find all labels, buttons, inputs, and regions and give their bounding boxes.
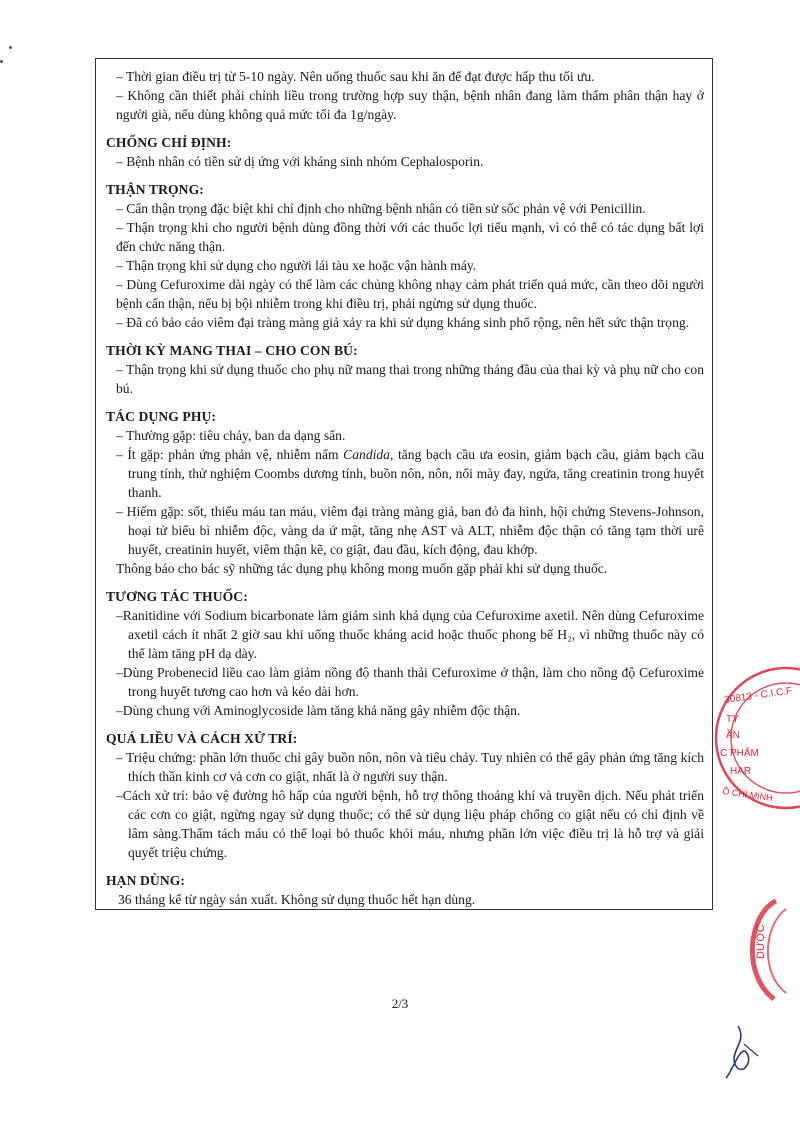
section xyxy=(106,871,704,909)
scan-speck xyxy=(0,60,3,63)
paragraph-line: – Thận trọng khi sử dụng thuốc cho phụ nữ mang thai trong những tháng đầu của thai kỳ và phụ nữ cho con bú. xyxy=(116,362,704,396)
section-heading: TƯƠNG TÁC THUỐC: xyxy=(106,589,248,604)
paragraph-line: – Dùng Cefuroxime dài ngày có thể làm các chủng không nhạy cảm phát triển quá mức, cần theo dõi người bệnh cẩn thận, nếu bị bội nhiễm trong khi điều trị, phải ngừng sử dụng thuốc. xyxy=(116,277,704,311)
section xyxy=(106,67,704,124)
section xyxy=(106,407,704,578)
scan-speck xyxy=(9,46,12,49)
section xyxy=(106,133,704,171)
section xyxy=(106,180,704,332)
section xyxy=(106,587,704,720)
secondary-stamp-text: DƯỢC xyxy=(755,924,767,959)
signature-icon xyxy=(718,1022,768,1082)
paragraph-line: Thông báo cho bác sỹ những tác dụng phụ không mong muốn gặp phải khi sử dụng thuốc. xyxy=(116,561,608,576)
paragraph-line: –Ranitidine với Sodium bicarbonate làm giảm sinh khả dụng của Cefuroxime axetil. Nên dùng Cefuroxime axetil cách ít nhất 2 giờ sau khi uống thuốc kháng acid hoặc thuốc phong bế H₂, vì những thuốc này có thể làm tăng pH dạ dày. xyxy=(116,608,704,661)
section-heading: CHỐNG CHỈ ĐỊNH: xyxy=(106,135,232,150)
section-heading: THỜI KỲ MANG THAI – CHO CON BÚ: xyxy=(106,343,358,358)
paragraph-line: – Hiếm gặp: sốt, thiếu máu tan máu, viêm đại tràng màng giả, ban đỏ đa hình, hội chứng Stevens-Johnson, hoại tử biểu bì nhiễm độc, vàng da ứ mật, tăng nhẹ AST và ALT, nhiễm độc thận có tăng tạm thời urê huyết, creatinin huyết, viêm thận kẽ, co giật, đau đầu, kích động, đau khớp. xyxy=(116,504,704,557)
stamp-text-row3: C PHẨM xyxy=(720,748,759,759)
section xyxy=(106,729,704,862)
paragraph-line: – Thận trọng khi cho người bệnh dùng đồng thời với các thuốc lợi tiểu mạnh, vì có thể có tác dụng bất lợi đến chức năng thận. xyxy=(116,220,704,254)
paragraph-line: – Cẩn thận trọng đặc biệt khi chỉ định cho những bệnh nhân có tiền sử sốc phản vệ với Penicillin. xyxy=(116,201,646,216)
paragraph-line: – Triệu chứng: phần lớn thuốc chỉ gây buồn nôn, nôn và tiêu chảy. Tuy nhiên có thể gây phản ứng tăng kích thích thần kinh cơ và cơn co giật, nhất là ở người suy thận. xyxy=(116,750,704,784)
paragraph-line: – Đã có báo cáo viêm đại tràng màng giả xảy ra khi sử dụng kháng sinh phổ rộng, nên hết sức thận trọng. xyxy=(116,315,690,330)
italic-term: Candida xyxy=(343,447,390,462)
stamp-text-row2: ẦN xyxy=(726,730,740,741)
stamp-text-row5: Ồ CHÍ MINH xyxy=(721,786,774,804)
stamp-text-row4: HAR xyxy=(730,766,752,777)
section-heading: TÁC DỤNG PHỤ: xyxy=(106,409,217,424)
paragraph-line: – Ít gặp: phản ứng phản vệ, nhiễm nấm Candida, tăng bạch cầu ưa eosin, giảm bạch cầu, giảm bạch cầu trung tính, thử nghiệm Coombs dương tính, buồn nôn, nôn, nổi mày đay, ngứa, tăng creatinin trong huyết thanh. xyxy=(116,447,705,500)
stamp-text-row1: TY xyxy=(726,714,739,725)
paragraph-line: –Dùng chung với Aminoglycoside làm tăng khả năng gây nhiễm độc thận. xyxy=(116,703,521,718)
paragraph-line: –Cách xử trí: bảo vệ đường hô hấp của người bệnh, hỗ trợ thông thoáng khí và truyền dịch. Nếu phát triển các cơn co giật, ngừng ngay sử dụng thuốc; có thể sử dụng liệu pháp chống co giật nếu có chỉ định về lâm sàng.Thẩm tách máu có thể loại bỏ thuốc khỏi máu, nhưng phần lớn việc điều trị là hỗ trợ và giải quyết triệu chứng. xyxy=(116,788,704,860)
section-heading: QUÁ LIỀU VÀ CÁCH XỬ TRÍ: xyxy=(106,731,298,746)
paragraph-line: – Thường gặp: tiêu chảy, ban da dạng sẩn. xyxy=(116,428,346,443)
leaflet-content-box xyxy=(95,58,713,910)
paragraph-line: 36 tháng kể từ ngày sản xuất. Không sử dụng thuốc hết hạn dùng. xyxy=(118,892,476,907)
page-number: 2/3 xyxy=(391,996,409,1011)
paragraph-line: – Bệnh nhân có tiền sử dị ứng với kháng sinh nhóm Cephalosporin. xyxy=(116,154,484,169)
secondary-stamp xyxy=(728,895,800,1005)
paragraph-line: –Dùng Probenecid liều cao làm giảm nồng độ thanh thải Cefuroxime ở thận, làm cho nồng độ Cefuroxime trong huyết tương cao hơn và kéo dài hơn. xyxy=(116,665,704,699)
paragraph-line: – Thời gian điều trị từ 5-10 ngày. Nên uống thuốc sau khi ăn để đạt được hấp thu tối ưu. xyxy=(116,69,595,84)
section xyxy=(106,341,704,398)
paragraph-line: – Thận trọng khi sử dụng cho người lái tàu xe hoặc vận hành máy. xyxy=(116,258,477,273)
section-heading: THẬN TRỌNG: xyxy=(106,182,204,197)
company-stamp xyxy=(706,656,800,826)
section-heading: HẠN DÙNG: xyxy=(106,873,186,888)
paragraph-line: – Không cần thiết phải chỉnh liều trong trường hợp suy thận, bệnh nhân đang làm thẩm phân thận hay ở người già, nếu dùng không quá mức tối đa 1g/ngày. xyxy=(116,88,704,122)
stamp-text-top: 30813 - C.I.C.F xyxy=(723,685,793,706)
